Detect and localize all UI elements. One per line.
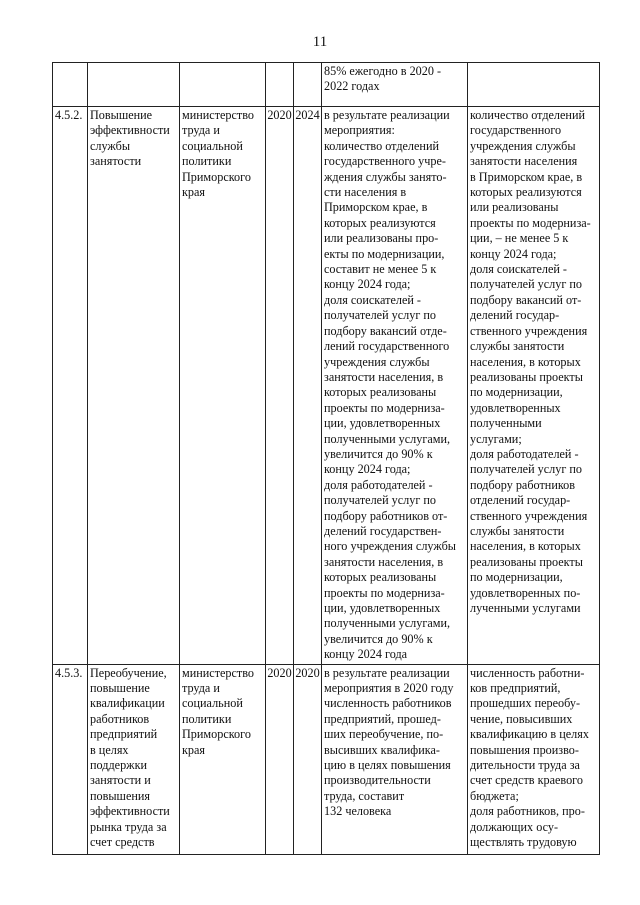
cell-indicator: [468, 63, 600, 107]
cell-start-year: [266, 63, 294, 107]
cell-end-year: 2024: [294, 107, 322, 665]
cell-expected-result: в результате реализации мероприятия: количество отделений государственного учре- ждения службы занято- сти населения в Приморском крае, в которых реализуются или реализованы про- екты по модернизации, составит не менее 5 к концу 2024 года; доля соискателей - получателей услуг по подбору вакансий отде- лений государственного учреждения службы занятости населения, в которых реализованы проекты по модерниза- ции, удовлетворенных полученными услугами, увеличится до 90% к концу 2024 года; доля работодателей - получателей услуг по подбору работников от- делений государствен- ного учреждения службы занятости населения, в которых реализованы проекты по модерниза- ции, удовлетворенных полученными услугами, увеличится до 90% к концу 2024 года: [322, 107, 468, 665]
cell-number: 4.5.2.: [53, 107, 88, 665]
program-table: [52, 62, 600, 855]
cell-end-year: 2020: [294, 664, 322, 854]
table-row: [53, 63, 600, 107]
cell-executor: министерство труда и социальной политики Приморского края: [180, 107, 266, 665]
cell-indicator: количество отделений государственного учреждения службы занятости населения в Приморском крае, в которых реализуются или реализованы проекты по модерниза- ции, – не менее 5 к концу 2024 года; доля соискателей - получателей услуг по подбору вакансий от- делений государ- ственного учреждения службы занятости населения, в которых реализованы проекты по модернизации, удовлетворенных полученными услугами; доля работодателей - получателей услуг по подбору работников отделений государ- ственного учреждения службы занятости населения, в которых реализованы проекты по модернизации, удовлетворенных по- лученными услугами: [468, 107, 600, 665]
table-row: [53, 107, 600, 665]
cell-executor: [180, 63, 266, 107]
page-number: 11: [312, 34, 328, 50]
cell-indicator: численность работни- ков предприятий, прошедших переобу- чение, повысивших квалификацию в целях повышения произво- дительности труда за счет средств краевого бюджета; доля работников, про- должающих осу- ществлять трудовую: [468, 664, 600, 854]
cell-number: [53, 63, 88, 107]
cell-activity-name: Повышение эффективности службы занятости: [88, 107, 180, 665]
cell-start-year: 2020: [266, 107, 294, 665]
table-row: [53, 664, 600, 854]
cell-start-year: 2020: [266, 664, 294, 854]
cell-activity-name: [88, 63, 180, 107]
cell-expected-result: в результате реализации мероприятия в 2020 году численность работников предприятий, прошед- ших переобучение, по- высивших квалифика- цию в целях повышения производительности труда, составит 132 человека: [322, 664, 468, 854]
cell-executor: министерство труда и социальной политики Приморского края: [180, 664, 266, 854]
cell-number: 4.5.3.: [53, 664, 88, 854]
cell-end-year: [294, 63, 322, 107]
cell-expected-result: 85% ежегодно в 2020 - 2022 годах: [322, 63, 468, 107]
cell-activity-name: Переобучение, повышение квалификации работников предприятий в целях поддержки занятости и повышения эффективности рынка труда за счет средств: [88, 664, 180, 854]
